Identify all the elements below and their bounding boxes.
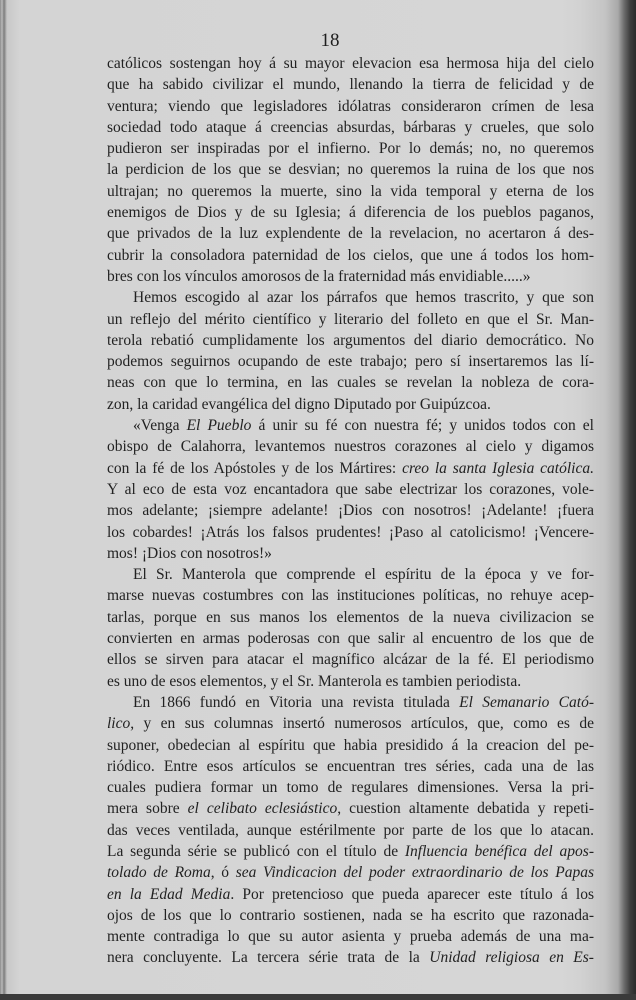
text-run: En 1866 fundó en Vitoria una revista titulada [133,693,460,711]
text-line [107,266,594,287]
text-run: pudieron ser inspiradas por el infierno. Por lo demás; no, no queremos [107,140,594,158]
text-run: que privados de la luz explendente de la revelacion, no acertaron á des- [107,225,594,243]
text-line [107,671,594,692]
text-run: cuales pudiera formar un tomo de regulares dimensiones. Versa la pri- [107,779,594,797]
text-run: ultrajan; no queremos la muerte, sino la vida temporal y eterna de los [107,182,594,200]
page-bottom-edge [0,994,636,1000]
text-line [107,415,594,436]
italic-text: Influencia benéfica del apos- [404,842,594,860]
text-run: mos adelante; ¡siempre adelante! ¡Dios con nosotros! ¡Adelante! ¡fuera [107,502,594,520]
italic-text: lico [107,715,131,733]
text-run: ojos de los que lo contrario sostienen, nada se ha escrito que razonada- [107,906,594,924]
text-line [107,841,594,862]
text-line [107,436,594,457]
text-line [107,96,594,117]
text-line [107,585,594,606]
text-run: neas con que lo termina, en las cuales se revelan la nobleza de cora- [107,374,594,392]
text-run: mera sobre [107,800,188,818]
italic-text: sea Vindicacion del poder extraordinario de los Papas [235,864,594,882]
text-line [107,713,594,734]
text-line [107,564,594,585]
text-run: Hemos escogido al azar los párrafos que hemos trascrito, y que son [133,289,594,307]
text-run: Y al eco de esta voz encantadora que sabe electrizar los corazones, vole- [107,480,594,498]
text-run: marse nuevas costumbres con las instituciones políticas, no rehuye acep- [107,587,594,605]
italic-text: El Pueblo [186,417,252,435]
italic-text: tolado de Roma [107,864,211,882]
text-line [107,820,594,841]
body-text [107,53,594,969]
text-line [107,309,594,330]
text-line [107,74,594,95]
text-line [107,862,594,883]
text-run: cubrir la consoladora paternidad de los cielos, que une á todos los hom- [107,246,594,264]
text-run: la perdicion de los que se desvian; no queremos la ruina de los que nos [107,161,594,179]
text-run: La segunda série se publicó con el título de [107,842,405,860]
text-line [107,138,594,159]
text-run: tarlas, porque en sus manos los elementos de la nueva civilizacion se [107,608,594,626]
text-run: bres con los vínculos amorosos de la fraternidad más envidiable.....» [107,267,531,285]
text-run: sociedad todo ataque á creencias absurdas, bárbaras y crueles, que solo [107,118,594,136]
text-line [107,53,594,74]
text-run: á unir su fé con nuestra fé; y unidos todos con el [251,417,594,435]
text-run: enemigos de Dios y de su Iglesia; á diferencia de los pueblos paganos, [107,204,594,222]
text-line [107,926,594,947]
text-line [107,884,594,905]
italic-text: el celibato eclesiástico [187,800,338,818]
text-run: católicos sostengan hoy á su mayor elevacion esa hermosa hija del cielo [107,55,594,72]
text-run: suponer, obedecian al espíritu que habia presidido á la creacion del pe- [107,736,594,754]
text-line [107,245,594,266]
text-run: es uno de esos elementos, y el Sr. Manterola es tambien periodista. [107,672,522,690]
text-run: El Sr. Manterola que comprende el espíritu de la época y ve for- [133,566,594,584]
text-line [107,479,594,500]
text-line [107,692,594,713]
text-line [107,777,594,798]
italic-text: El Semanario Cató- [459,693,594,711]
text-line [107,607,594,628]
text-line [107,287,594,308]
text-line [107,458,594,479]
text-line [107,628,594,649]
text-run: convierten en armas poderosas con que salir al encuentro de los que de [107,630,594,648]
text-line [107,522,594,543]
text-line [107,372,594,393]
italic-text: en la Edad Media [107,885,231,903]
text-run: , cuestion altamente debatida y repeti- [337,800,594,818]
text-run: ventura; viendo que legisladores idólatras consideraron crímen de lesa [107,97,594,115]
text-run: los cobardes! ¡Atrás los falsos prudentes! ¡Paso al catolicismo! ¡Vencere- [107,523,594,541]
text-line [107,394,594,415]
text-run: mente contradiga lo que su autor asienta y prueba además de una ma- [107,928,594,946]
text-run: zon, la caridad evangélica del digno Diputado por Guipúzcoa. [107,395,491,413]
text-run: mos! ¡Dios con nosotros!» [107,544,272,562]
text-run: un reflejo del mérito científico y literario del folleto en que el Sr. Man- [107,310,594,328]
text-run: riódico. Entre esos artículos se encuentran tres séries, cada una de las [107,757,594,775]
text-run: que ha sabido civilizar el mundo, llenando la tierra de felicidad y de [107,76,594,94]
text-run: , ó [210,864,236,882]
text-line [107,735,594,756]
text-run: podemos seguirnos ocupando de este trabajo; pero sí insertaremos las lí- [107,353,594,371]
text-line [107,543,594,564]
text-line [107,351,594,372]
text-run: ellos se sirven para atacar el magnífico alcázar de la fé. El periodismo [107,651,594,669]
italic-text: Unidad religiosa en Es- [429,949,594,967]
text-run: das veces ventilada, aunque estérilmente por parte de los que lo atacan. [107,821,594,839]
text-line [107,159,594,180]
text-line [107,181,594,202]
text-run: , y en sus columnas insertó numerosos artículos, que, como es de [130,715,594,733]
text-run: «Venga [133,417,187,435]
text-run: terola rebatió cumplidamente los argumentos del diario democrático. No [107,331,594,349]
text-line [107,117,594,138]
text-line [107,947,594,968]
text-run: con la fé de los Apóstoles y de los Mártires: [107,459,403,477]
text-line [107,756,594,777]
text-line [107,330,594,351]
text-line [107,500,594,521]
text-run: nera concluyente. La tercera série trata de la [107,949,430,967]
text-line [107,649,594,670]
text-line [107,223,594,244]
page-number: 18 [320,30,340,51]
text-run: obispo de Calahorra, levantemos nuestros corazones al cielo y digamos [107,438,594,456]
text-line [107,798,594,819]
text-run: . Por pretencioso que pueda aparecer este título á los [230,885,594,903]
italic-text: creo la santa Iglesia católica. [402,459,594,477]
text-line [107,905,594,926]
text-line [107,202,594,223]
